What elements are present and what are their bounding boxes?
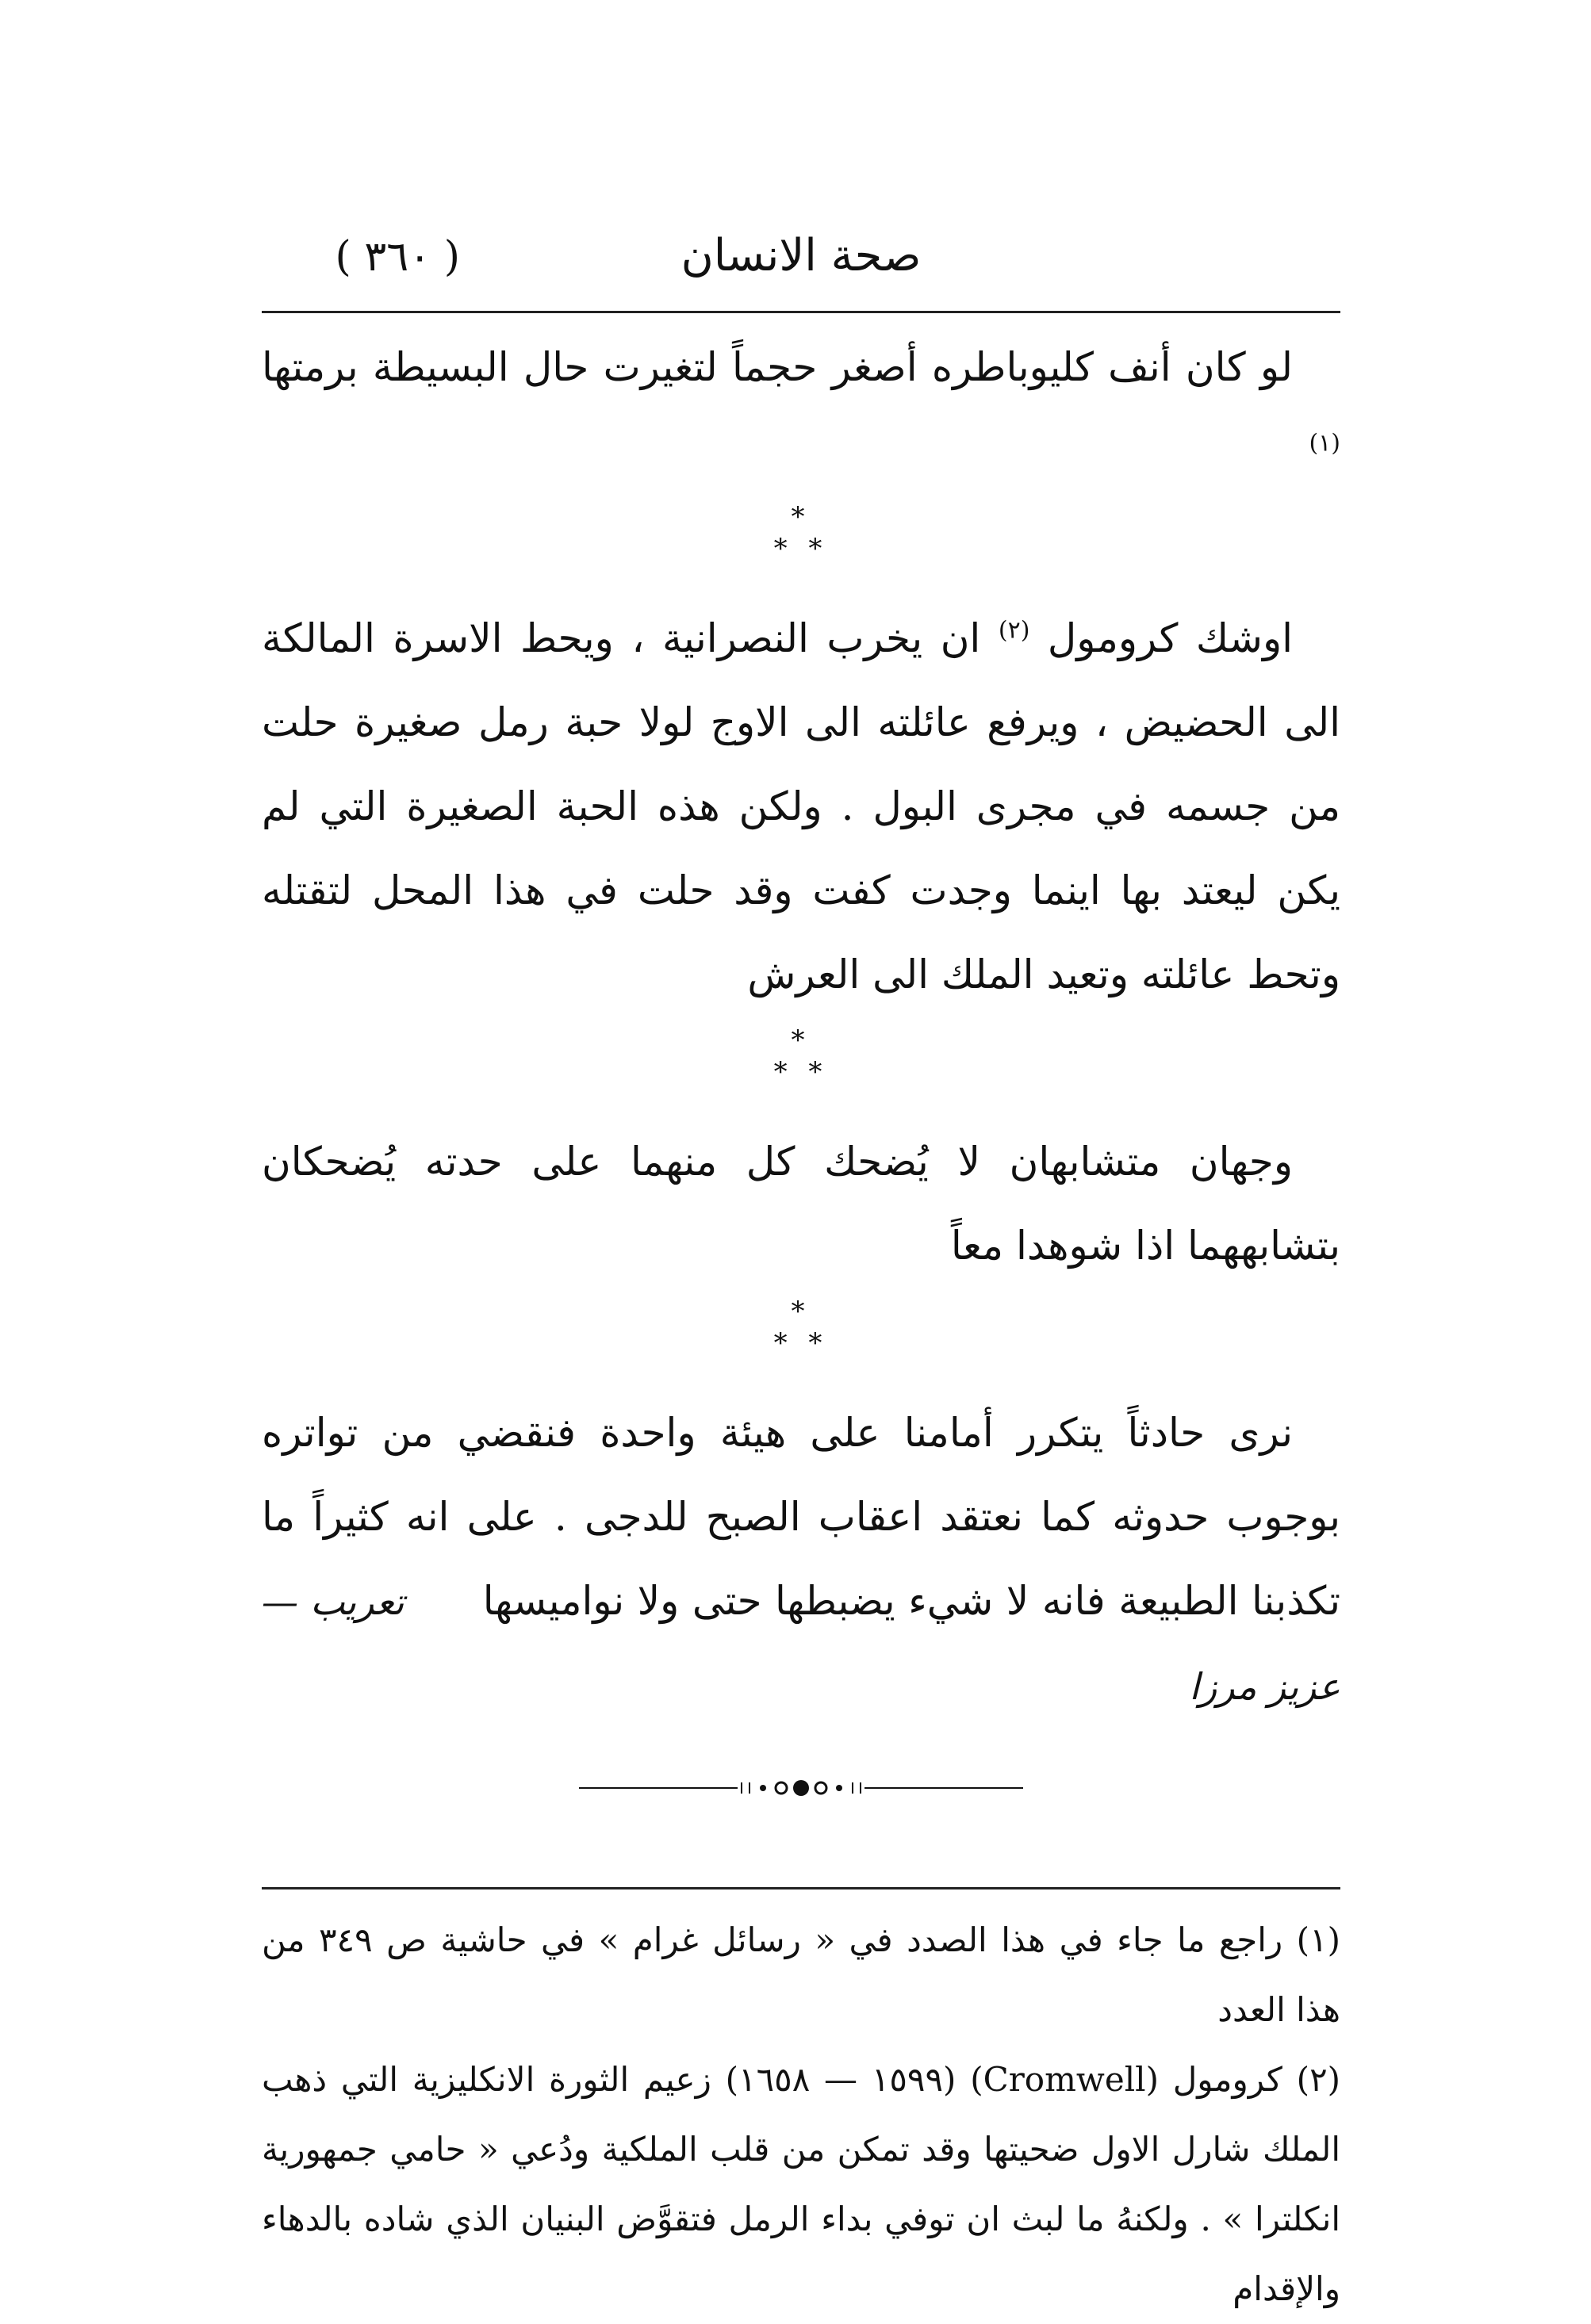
- ornament-divider: [579, 1776, 1023, 1800]
- paragraph-1: [262, 325, 1340, 493]
- asterism-star-top: *: [791, 1024, 811, 1056]
- paragraph-3: وجهان متشابهان لا يُضحك كل منهما على حدته يُضحكان بتشابههما اذا شوهدا معاً: [262, 1139, 1340, 1269]
- footnote-marker-2: (٢): [998, 616, 1030, 645]
- page-header: [262, 222, 1340, 293]
- footnote-1: (١) راجع ما جاء في هذا الصدد في « رسائل غرام » في حاشية ص ٣٤٩ من هذا العدد: [262, 1920, 1341, 2029]
- asterism-stars-bottom: * *: [773, 1056, 829, 1088]
- asterism-3: [262, 1296, 1340, 1359]
- translator-attribution: تعريب — عزيز مرزا: [262, 1580, 1340, 1708]
- page-number: ( ٣٦٠ ): [335, 233, 460, 281]
- asterism-star-top: *: [791, 1296, 811, 1327]
- asterism-1: [262, 501, 1340, 565]
- asterism-star-top: *: [791, 501, 811, 533]
- footnote-rule: [262, 1887, 1340, 1889]
- paragraph-4-text: نرى حادثاً يتكرر أمامنا على هيئة واحدة فنقضي من تواتره بوجوب حدوثه كما نعتقد اعقاب الصبح للدجى . على انه كثيراً ما تكذبنا الطبيعة فانه لا شيء يضبطها حتى ولا نواميسها: [262, 1410, 1340, 1624]
- footnote-2: (٢) كرومول (Cromwell) (١٥٩٩ — ١٦٥٨) زعيم الثورة الانكليزية التي ذهب الملك شارل الاول ضحيتها وقد تمكن من قلب الملكية ودُعي « حامي جمهورية انكلترا » . ولكنهُ ما لبث ان توفي بداء الرمل فتقوَّض البنيان الذي شاده بالدهاء والإقدام: [262, 2060, 1341, 2308]
- paragraph-4: [262, 1391, 1340, 1729]
- footnotes: [262, 1905, 1340, 2324]
- paragraph-2: [262, 596, 1340, 1017]
- asterism-2: [262, 1024, 1340, 1088]
- paragraph-2-text-b: ان يخرب النصرانية ، ويحط الاسرة المالكة الى الحضيض ، ويرفع عائلته الى الاوج لولا حبة رمل صغيرة حلت من جسمه في مجرى البول . ولكن هذه الحبة الصغيرة التي لم يكن ليعتد بها اينما وجدت كفت وقد حلت في هذا المحل لتقتله وتحط عائلته وتعيد الملك الى العرش: [262, 615, 1340, 997]
- footnote-marker-1: (١): [1309, 429, 1340, 458]
- ornament-divider-graphic: [579, 1776, 1023, 1800]
- book-page: [262, 222, 1340, 2324]
- asterism-stars-bottom: * *: [773, 533, 829, 565]
- body-text: [262, 325, 1340, 1800]
- paragraph-2-text-a: اوشك كرومول: [1047, 615, 1293, 661]
- header-rule: [262, 311, 1340, 313]
- paragraph-1-text: لو كان أنف كليوباطره أصغر حجماً لتغيرت حال البسيطة برمتها: [262, 344, 1293, 390]
- running-title: صحة الانسان: [680, 230, 922, 281]
- asterism-stars-bottom: * *: [773, 1327, 829, 1359]
